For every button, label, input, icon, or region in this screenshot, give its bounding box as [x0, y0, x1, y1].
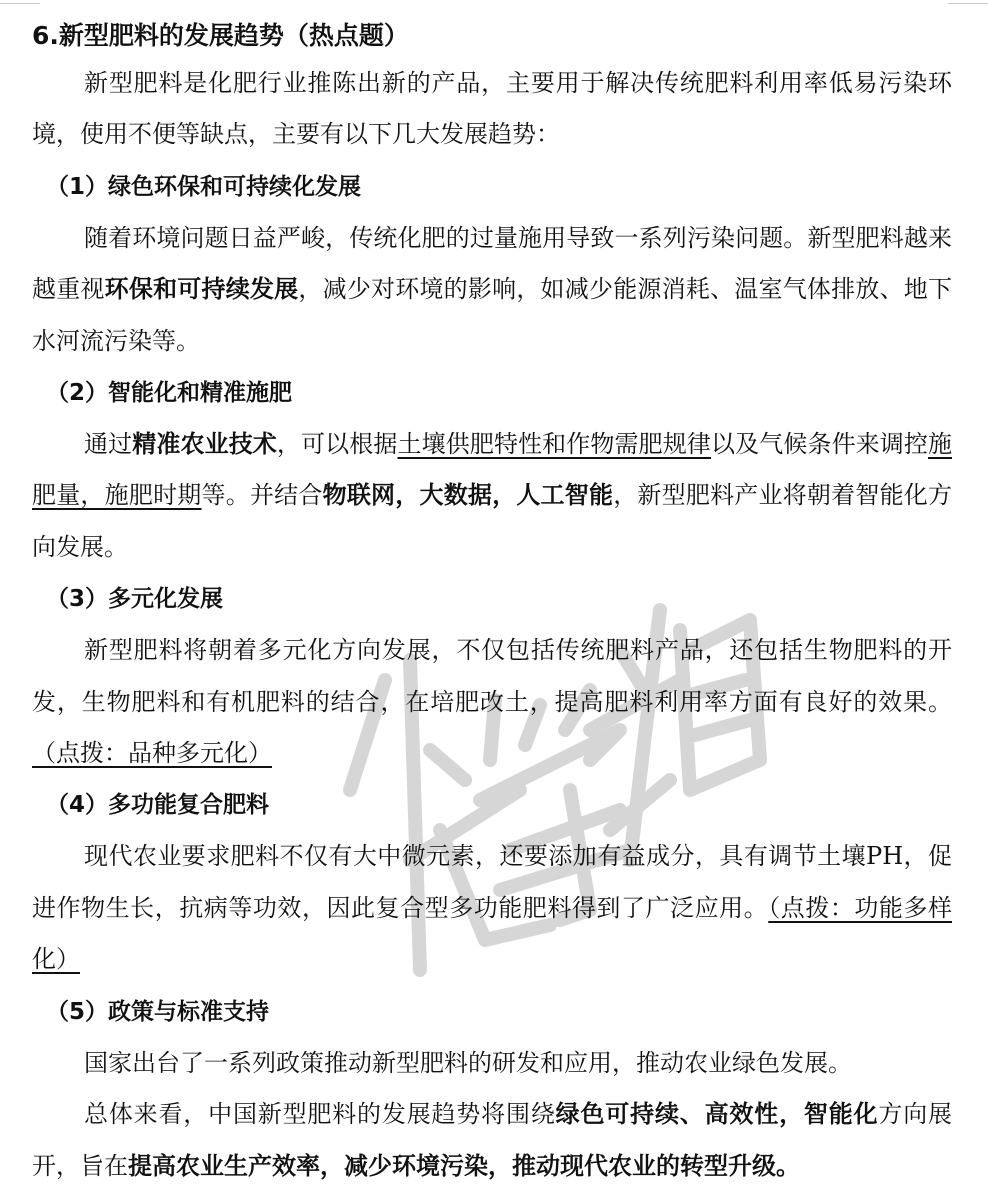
intro-paragraph: 新型肥料是化肥行业推陈出新的产品，主要用于解决传统肥料利用率低易污染环境，使用不便等缺点，主要有以下几大发展趋势：	[32, 69, 952, 149]
section-2-paragraph: 通过精准农业技术，可以根据土壤供肥特性和作物需肥规律以及气候条件来调控施肥量，施肥时期等。并结合物联网，大数据，人工智能，新型肥料产业将朝着智能化方向发展。	[32, 430, 953, 561]
section-5-paragraph: 国家出台了一系列政策推动新型肥料的研发和应用，推动农业绿色发展。	[84, 1048, 852, 1077]
document-body	[32, 14, 952, 1192]
page-title: 6.新型肥料的发展趋势（热点题）	[32, 21, 409, 50]
section-4-heading: （4）多功能复合肥料	[46, 792, 270, 819]
section-3-heading: （3）多元化发展	[46, 586, 224, 613]
section-4-paragraph: 现代农业要求肥料不仅有大中微元素，还要添加有益成分，具有调节土壤PH，促进作物生长，抗病等功效，因此复合型多功能肥料得到了广泛应用。（点拨：功能多样化）	[32, 842, 953, 974]
section-1-heading: （1）绿色环保和可持续化发展	[46, 173, 362, 200]
section-3-paragraph: 新型肥料将朝着多元化方向发展，不仅包括传统肥料产品，还包括生物肥料的开发，生物肥料和有机肥料的结合，在培肥改土，提高肥料利用率方面有良好的效果。（点拨：品种多元化）	[32, 636, 952, 768]
section-5-heading: （5）政策与标准支持	[46, 998, 270, 1025]
summary-paragraph: 总体来看，中国新型肥料的发展趋势将围绕绿色可持续、高效性，智能化方向展开，旨在提高农业生产效率，减少环境污染，推动现代农业的转型升级。	[32, 1100, 953, 1180]
page-corner-mark-right	[948, 3, 988, 4]
page-corner-mark-left	[0, 3, 40, 4]
section-1-paragraph: 随着环境问题日益严峻，传统化肥的过量施用导致一系列污染问题。新型肥料越来越重视环保和可持续发展，减少对环境的影响，如减少能源消耗、温室气体排放、地下水河流污染等。	[32, 223, 953, 355]
section-2-heading: （2）智能化和精准施肥	[46, 380, 293, 407]
